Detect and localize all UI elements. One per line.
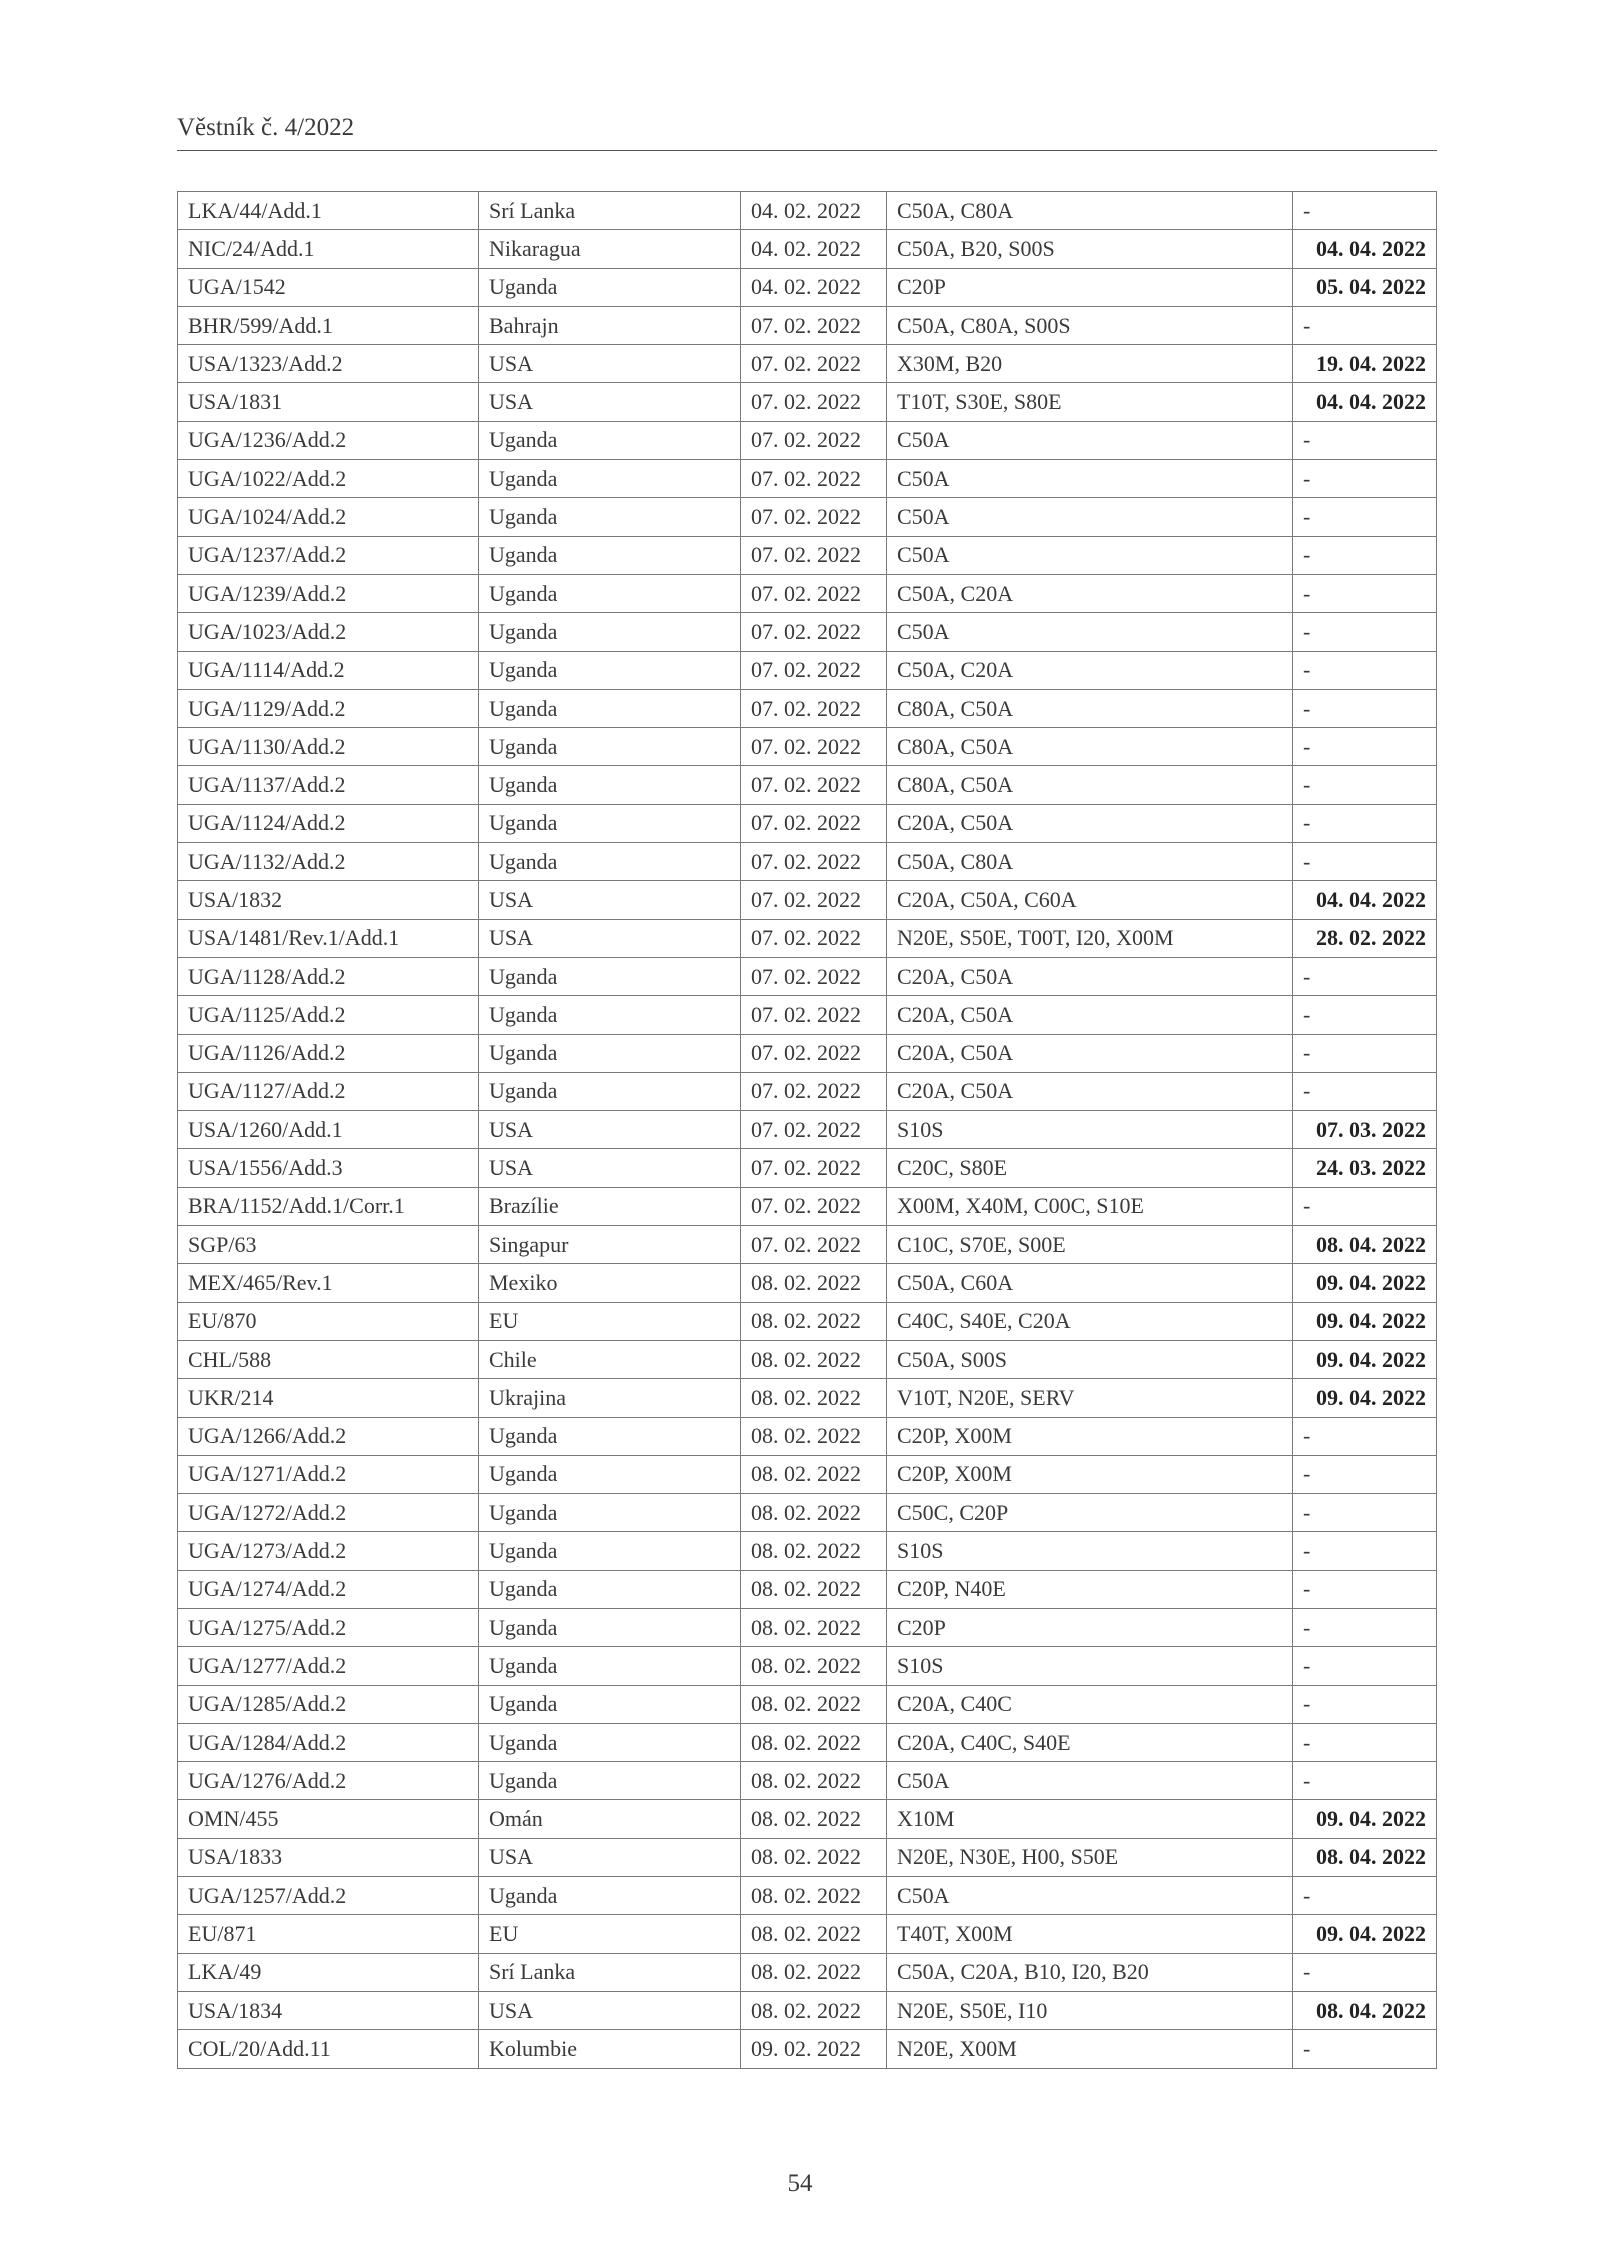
notification-code-cell: COL/20/Add.11	[178, 2030, 479, 2068]
country-cell: Uganda	[479, 996, 741, 1034]
date-cell: 04. 02. 2022	[741, 268, 887, 306]
deadline-cell: -	[1293, 957, 1437, 995]
deadline-cell: -	[1293, 804, 1437, 842]
ics-codes-cell: N20E, S50E, T00T, I20, X00M	[887, 919, 1293, 957]
ics-codes-cell: C50A, C80A	[887, 843, 1293, 881]
deadline-cell: 09. 04. 2022	[1293, 1340, 1437, 1378]
country-cell: Uganda	[479, 804, 741, 842]
date-cell: 08. 02. 2022	[741, 1685, 887, 1723]
notification-code-cell: UGA/1124/Add.2	[178, 804, 479, 842]
table-row	[178, 536, 1437, 574]
date-cell: 07. 02. 2022	[741, 460, 887, 498]
table-row	[178, 1570, 1437, 1608]
notification-code-cell: LKA/44/Add.1	[178, 192, 479, 230]
notification-code-cell: USA/1832	[178, 881, 479, 919]
date-cell: 07. 02. 2022	[741, 1226, 887, 1264]
deadline-cell: -	[1293, 1723, 1437, 1761]
country-cell: Uganda	[479, 536, 741, 574]
date-cell: 08. 02. 2022	[741, 1379, 887, 1417]
table-row	[178, 1953, 1437, 1991]
country-cell: Mexiko	[479, 1264, 741, 1302]
page-header	[177, 110, 1437, 151]
notification-code-cell: UGA/1542	[178, 268, 479, 306]
notification-code-cell: UGA/1023/Add.2	[178, 613, 479, 651]
date-cell: 07. 02. 2022	[741, 728, 887, 766]
date-cell: 08. 02. 2022	[741, 1608, 887, 1646]
ics-codes-cell: V10T, N20E, SERV	[887, 1379, 1293, 1417]
table-row	[178, 957, 1437, 995]
deadline-cell: 24. 03. 2022	[1293, 1149, 1437, 1187]
ics-codes-cell: C50A	[887, 613, 1293, 651]
ics-codes-cell: C50A	[887, 536, 1293, 574]
deadline-cell: -	[1293, 1608, 1437, 1646]
country-cell: USA	[479, 345, 741, 383]
ics-codes-cell: C50A	[887, 1877, 1293, 1915]
ics-codes-cell: C50A	[887, 498, 1293, 536]
date-cell: 08. 02. 2022	[741, 1647, 887, 1685]
table-row	[178, 1149, 1437, 1187]
date-cell: 08. 02. 2022	[741, 1494, 887, 1532]
country-cell: Uganda	[479, 1494, 741, 1532]
date-cell: 07. 02. 2022	[741, 843, 887, 881]
table-row	[178, 2030, 1437, 2068]
notification-code-cell: EU/871	[178, 1915, 479, 1953]
table-row	[178, 1838, 1437, 1876]
ics-codes-cell: T10T, S30E, S80E	[887, 383, 1293, 421]
notification-code-cell: UGA/1285/Add.2	[178, 1685, 479, 1723]
deadline-cell: -	[1293, 574, 1437, 612]
notifications-table	[177, 191, 1437, 2069]
notification-code-cell: UGA/1127/Add.2	[178, 1072, 479, 1110]
notification-code-cell: OMN/455	[178, 1800, 479, 1838]
country-cell: Uganda	[479, 574, 741, 612]
country-cell: Uganda	[479, 1417, 741, 1455]
ics-codes-cell: C50A, C20A	[887, 574, 1293, 612]
deadline-cell: -	[1293, 728, 1437, 766]
table-row	[178, 1494, 1437, 1532]
country-cell: Uganda	[479, 843, 741, 881]
ics-codes-cell: C50A	[887, 460, 1293, 498]
notification-code-cell: UGA/1239/Add.2	[178, 574, 479, 612]
deadline-cell: 05. 04. 2022	[1293, 268, 1437, 306]
ics-codes-cell: C80A, C50A	[887, 766, 1293, 804]
deadline-cell: -	[1293, 421, 1437, 459]
deadline-cell: -	[1293, 192, 1437, 230]
date-cell: 07. 02. 2022	[741, 996, 887, 1034]
table-row	[178, 268, 1437, 306]
ics-codes-cell: C20A, C50A	[887, 996, 1293, 1034]
deadline-cell: -	[1293, 651, 1437, 689]
date-cell: 09. 02. 2022	[741, 2030, 887, 2068]
deadline-cell: 28. 02. 2022	[1293, 919, 1437, 957]
table-row	[178, 192, 1437, 230]
notification-code-cell: UGA/1272/Add.2	[178, 1494, 479, 1532]
deadline-cell: -	[1293, 1877, 1437, 1915]
deadline-cell: 19. 04. 2022	[1293, 345, 1437, 383]
date-cell: 07. 02. 2022	[741, 919, 887, 957]
country-cell: Uganda	[479, 1072, 741, 1110]
date-cell: 08. 02. 2022	[741, 1532, 887, 1570]
country-cell: Srí Lanka	[479, 1953, 741, 1991]
country-cell: Srí Lanka	[479, 192, 741, 230]
table-row	[178, 1417, 1437, 1455]
notification-code-cell: UGA/1024/Add.2	[178, 498, 479, 536]
date-cell: 08. 02. 2022	[741, 1762, 887, 1800]
country-cell: Uganda	[479, 1762, 741, 1800]
notification-code-cell: UGA/1266/Add.2	[178, 1417, 479, 1455]
notification-code-cell: UGA/1137/Add.2	[178, 766, 479, 804]
deadline-cell: 04. 04. 2022	[1293, 383, 1437, 421]
notification-code-cell: UGA/1130/Add.2	[178, 728, 479, 766]
date-cell: 04. 02. 2022	[741, 230, 887, 268]
country-cell: Uganda	[479, 689, 741, 727]
deadline-cell: -	[1293, 996, 1437, 1034]
date-cell: 08. 02. 2022	[741, 1570, 887, 1608]
deadline-cell: 04. 04. 2022	[1293, 881, 1437, 919]
date-cell: 07. 02. 2022	[741, 383, 887, 421]
ics-codes-cell: C20P	[887, 268, 1293, 306]
deadline-cell: -	[1293, 843, 1437, 881]
deadline-cell: 08. 04. 2022	[1293, 1838, 1437, 1876]
country-cell: Uganda	[479, 957, 741, 995]
table-row	[178, 306, 1437, 344]
ics-codes-cell: X10M	[887, 1800, 1293, 1838]
country-cell: EU	[479, 1302, 741, 1340]
ics-codes-cell: S10S	[887, 1111, 1293, 1149]
notification-code-cell: UGA/1277/Add.2	[178, 1647, 479, 1685]
table-row	[178, 1723, 1437, 1761]
table-row	[178, 1072, 1437, 1110]
table-row	[178, 1532, 1437, 1570]
ics-codes-cell: C80A, C50A	[887, 728, 1293, 766]
country-cell: Uganda	[479, 1570, 741, 1608]
country-cell: USA	[479, 1838, 741, 1876]
ics-codes-cell: C80A, C50A	[887, 689, 1293, 727]
notification-code-cell: MEX/465/Rev.1	[178, 1264, 479, 1302]
date-cell: 04. 02. 2022	[741, 192, 887, 230]
ics-codes-cell: N20E, X00M	[887, 2030, 1293, 2068]
ics-codes-cell: X30M, B20	[887, 345, 1293, 383]
notification-code-cell: UGA/1126/Add.2	[178, 1034, 479, 1072]
date-cell: 07. 02. 2022	[741, 804, 887, 842]
ics-codes-cell: C20C, S80E	[887, 1149, 1293, 1187]
date-cell: 07. 02. 2022	[741, 651, 887, 689]
date-cell: 08. 02. 2022	[741, 1455, 887, 1493]
ics-codes-cell: X00M, X40M, C00C, S10E	[887, 1187, 1293, 1225]
table-row	[178, 383, 1437, 421]
ics-codes-cell: C20A, C50A	[887, 804, 1293, 842]
ics-codes-cell: C20P	[887, 1608, 1293, 1646]
table-row	[178, 498, 1437, 536]
deadline-cell: -	[1293, 1455, 1437, 1493]
notification-code-cell: UGA/1125/Add.2	[178, 996, 479, 1034]
ics-codes-cell: C10C, S70E, S00E	[887, 1226, 1293, 1264]
country-cell: Singapur	[479, 1226, 741, 1264]
country-cell: Brazílie	[479, 1187, 741, 1225]
deadline-cell: 08. 04. 2022	[1293, 1991, 1437, 2029]
country-cell: Kolumbie	[479, 2030, 741, 2068]
date-cell: 08. 02. 2022	[741, 1723, 887, 1761]
date-cell: 07. 02. 2022	[741, 689, 887, 727]
table-row	[178, 613, 1437, 651]
notification-code-cell: UGA/1276/Add.2	[178, 1762, 479, 1800]
table-row	[178, 1187, 1437, 1225]
date-cell: 08. 02. 2022	[741, 1991, 887, 2029]
date-cell: 08. 02. 2022	[741, 1800, 887, 1838]
table-row	[178, 421, 1437, 459]
notification-code-cell: USA/1481/Rev.1/Add.1	[178, 919, 479, 957]
country-cell: Uganda	[479, 1608, 741, 1646]
date-cell: 07. 02. 2022	[741, 957, 887, 995]
country-cell: Uganda	[479, 421, 741, 459]
page-number: 54	[787, 2170, 813, 2197]
country-cell: Uganda	[479, 1877, 741, 1915]
ics-codes-cell: C50A	[887, 1762, 1293, 1800]
date-cell: 07. 02. 2022	[741, 306, 887, 344]
date-cell: 07. 02. 2022	[741, 1149, 887, 1187]
notification-code-cell: SGP/63	[178, 1226, 479, 1264]
deadline-cell: 09. 04. 2022	[1293, 1915, 1437, 1953]
notification-code-cell: USA/1556/Add.3	[178, 1149, 479, 1187]
country-cell: Uganda	[479, 268, 741, 306]
country-cell: Uganda	[479, 613, 741, 651]
notification-code-cell: USA/1323/Add.2	[178, 345, 479, 383]
date-cell: 08. 02. 2022	[741, 1340, 887, 1378]
ics-codes-cell: C50C, C20P	[887, 1494, 1293, 1532]
table-row	[178, 1800, 1437, 1838]
country-cell: Uganda	[479, 1034, 741, 1072]
deadline-cell: -	[1293, 1072, 1437, 1110]
country-cell: Uganda	[479, 728, 741, 766]
date-cell: 07. 02. 2022	[741, 345, 887, 383]
date-cell: 08. 02. 2022	[741, 1877, 887, 1915]
country-cell: USA	[479, 881, 741, 919]
table-row	[178, 881, 1437, 919]
notification-code-cell: UGA/1273/Add.2	[178, 1532, 479, 1570]
country-cell: Nikaragua	[479, 230, 741, 268]
notification-code-cell: USA/1833	[178, 1838, 479, 1876]
table-row	[178, 996, 1437, 1034]
table-row	[178, 689, 1437, 727]
country-cell: Uganda	[479, 460, 741, 498]
ics-codes-cell: C20A, C50A	[887, 1034, 1293, 1072]
date-cell: 08. 02. 2022	[741, 1302, 887, 1340]
table-row	[178, 1034, 1437, 1072]
deadline-cell: -	[1293, 1762, 1437, 1800]
ics-codes-cell: S10S	[887, 1532, 1293, 1570]
table-row	[178, 1762, 1437, 1800]
date-cell: 08. 02. 2022	[741, 1953, 887, 1991]
ics-codes-cell: C50A, C80A, S00S	[887, 306, 1293, 344]
date-cell: 08. 02. 2022	[741, 1915, 887, 1953]
deadline-cell: 09. 04. 2022	[1293, 1302, 1437, 1340]
table-row	[178, 1379, 1437, 1417]
table-row	[178, 1111, 1437, 1149]
date-cell: 07. 02. 2022	[741, 1187, 887, 1225]
deadline-cell: -	[1293, 1953, 1437, 1991]
notification-code-cell: USA/1831	[178, 383, 479, 421]
notification-code-cell: USA/1260/Add.1	[178, 1111, 479, 1149]
deadline-cell: -	[1293, 1532, 1437, 1570]
ics-codes-cell: C20P, X00M	[887, 1455, 1293, 1493]
deadline-cell: -	[1293, 536, 1437, 574]
notification-code-cell: BHR/599/Add.1	[178, 306, 479, 344]
table-row	[178, 1685, 1437, 1723]
country-cell: USA	[479, 383, 741, 421]
date-cell: 07. 02. 2022	[741, 498, 887, 536]
table-row	[178, 804, 1437, 842]
notification-code-cell: USA/1834	[178, 1991, 479, 2029]
date-cell: 08. 02. 2022	[741, 1417, 887, 1455]
ics-codes-cell: C50A, C20A	[887, 651, 1293, 689]
deadline-cell: 09. 04. 2022	[1293, 1800, 1437, 1838]
notification-code-cell: UGA/1275/Add.2	[178, 1608, 479, 1646]
country-cell: Uganda	[479, 651, 741, 689]
country-cell: USA	[479, 1991, 741, 2029]
deadline-cell: -	[1293, 1187, 1437, 1225]
notification-code-cell: BRA/1152/Add.1/Corr.1	[178, 1187, 479, 1225]
table-row	[178, 1647, 1437, 1685]
table-row	[178, 460, 1437, 498]
notification-code-cell: UGA/1129/Add.2	[178, 689, 479, 727]
notification-code-cell: UGA/1284/Add.2	[178, 1723, 479, 1761]
deadline-cell: -	[1293, 1034, 1437, 1072]
notification-code-cell: UGA/1237/Add.2	[178, 536, 479, 574]
deadline-cell: -	[1293, 1494, 1437, 1532]
deadline-cell: 09. 04. 2022	[1293, 1264, 1437, 1302]
ics-codes-cell: C20A, C50A	[887, 1072, 1293, 1110]
ics-codes-cell: C50A, C60A	[887, 1264, 1293, 1302]
ics-codes-cell: C20A, C50A	[887, 957, 1293, 995]
country-cell: Chile	[479, 1340, 741, 1378]
deadline-cell: -	[1293, 460, 1437, 498]
date-cell: 08. 02. 2022	[741, 1838, 887, 1876]
deadline-cell: 04. 04. 2022	[1293, 230, 1437, 268]
ics-codes-cell: C50A	[887, 421, 1293, 459]
country-cell: Uganda	[479, 1455, 741, 1493]
ics-codes-cell: S10S	[887, 1647, 1293, 1685]
country-cell: Uganda	[479, 1532, 741, 1570]
notification-code-cell: UGA/1114/Add.2	[178, 651, 479, 689]
deadline-cell: 09. 04. 2022	[1293, 1379, 1437, 1417]
notification-code-cell: UGA/1236/Add.2	[178, 421, 479, 459]
country-cell: Uganda	[479, 1647, 741, 1685]
table-row	[178, 1455, 1437, 1493]
ics-codes-cell: C50A, B20, S00S	[887, 230, 1293, 268]
deadline-cell: -	[1293, 613, 1437, 651]
country-cell: USA	[479, 919, 741, 957]
country-cell: Ukrajina	[479, 1379, 741, 1417]
table-row	[178, 345, 1437, 383]
table-row	[178, 651, 1437, 689]
ics-codes-cell: T40T, X00M	[887, 1915, 1293, 1953]
country-cell: Bahrajn	[479, 306, 741, 344]
table-row	[178, 766, 1437, 804]
country-cell: Uganda	[479, 1685, 741, 1723]
notification-code-cell: UGA/1257/Add.2	[178, 1877, 479, 1915]
date-cell: 07. 02. 2022	[741, 1034, 887, 1072]
ics-codes-cell: C20A, C40C, S40E	[887, 1723, 1293, 1761]
date-cell: 07. 02. 2022	[741, 1072, 887, 1110]
country-cell: Uganda	[479, 766, 741, 804]
table-row	[178, 1226, 1437, 1264]
deadline-cell: -	[1293, 306, 1437, 344]
table-row	[178, 919, 1437, 957]
date-cell: 07. 02. 2022	[741, 881, 887, 919]
table-row	[178, 574, 1437, 612]
deadline-cell: -	[1293, 1570, 1437, 1608]
date-cell: 07. 02. 2022	[741, 421, 887, 459]
deadline-cell: -	[1293, 689, 1437, 727]
notification-code-cell: UGA/1271/Add.2	[178, 1455, 479, 1493]
deadline-cell: -	[1293, 2030, 1437, 2068]
ics-codes-cell: C50A, S00S	[887, 1340, 1293, 1378]
notification-code-cell: UGA/1022/Add.2	[178, 460, 479, 498]
notification-code-cell: UGA/1128/Add.2	[178, 957, 479, 995]
date-cell: 07. 02. 2022	[741, 1111, 887, 1149]
date-cell: 07. 02. 2022	[741, 613, 887, 651]
ics-codes-cell: C20P, N40E	[887, 1570, 1293, 1608]
country-cell: USA	[479, 1111, 741, 1149]
country-cell: USA	[479, 1149, 741, 1187]
country-cell: Uganda	[479, 498, 741, 536]
deadline-cell: -	[1293, 1417, 1437, 1455]
deadline-cell: -	[1293, 1647, 1437, 1685]
ics-codes-cell: C20A, C40C	[887, 1685, 1293, 1723]
deadline-cell: -	[1293, 1685, 1437, 1723]
ics-codes-cell: C50A, C20A, B10, I20, B20	[887, 1953, 1293, 1991]
ics-codes-cell: C40C, S40E, C20A	[887, 1302, 1293, 1340]
table-row	[178, 1340, 1437, 1378]
table-row	[178, 1877, 1437, 1915]
table-row	[178, 1915, 1437, 1953]
table-row	[178, 1991, 1437, 2029]
deadline-cell: -	[1293, 498, 1437, 536]
ics-codes-cell: C20A, C50A, C60A	[887, 881, 1293, 919]
table-row	[178, 728, 1437, 766]
table-row	[178, 843, 1437, 881]
ics-codes-cell: N20E, S50E, I10	[887, 1991, 1293, 2029]
country-cell: EU	[479, 1915, 741, 1953]
notification-code-cell: EU/870	[178, 1302, 479, 1340]
table-row	[178, 1608, 1437, 1646]
table-row	[178, 230, 1437, 268]
date-cell: 08. 02. 2022	[741, 1264, 887, 1302]
table-row	[178, 1264, 1437, 1302]
deadline-cell: 07. 03. 2022	[1293, 1111, 1437, 1149]
deadline-cell: -	[1293, 766, 1437, 804]
ics-codes-cell: C50A, C80A	[887, 192, 1293, 230]
table-body	[178, 192, 1437, 2069]
deadline-cell: 08. 04. 2022	[1293, 1226, 1437, 1264]
date-cell: 07. 02. 2022	[741, 536, 887, 574]
notification-code-cell: LKA/49	[178, 1953, 479, 1991]
date-cell: 07. 02. 2022	[741, 574, 887, 612]
bulletin-title: Věstník č. 4/2022	[177, 114, 355, 141]
country-cell: Uganda	[479, 1723, 741, 1761]
notification-code-cell: UGA/1274/Add.2	[178, 1570, 479, 1608]
notification-code-cell: UKR/214	[178, 1379, 479, 1417]
notification-code-cell: UGA/1132/Add.2	[178, 843, 479, 881]
ics-codes-cell: C20P, X00M	[887, 1417, 1293, 1455]
country-cell: Omán	[479, 1800, 741, 1838]
notification-code-cell: NIC/24/Add.1	[178, 230, 479, 268]
notification-code-cell: CHL/588	[178, 1340, 479, 1378]
ics-codes-cell: N20E, N30E, H00, S50E	[887, 1838, 1293, 1876]
table-row	[178, 1302, 1437, 1340]
date-cell: 07. 02. 2022	[741, 766, 887, 804]
